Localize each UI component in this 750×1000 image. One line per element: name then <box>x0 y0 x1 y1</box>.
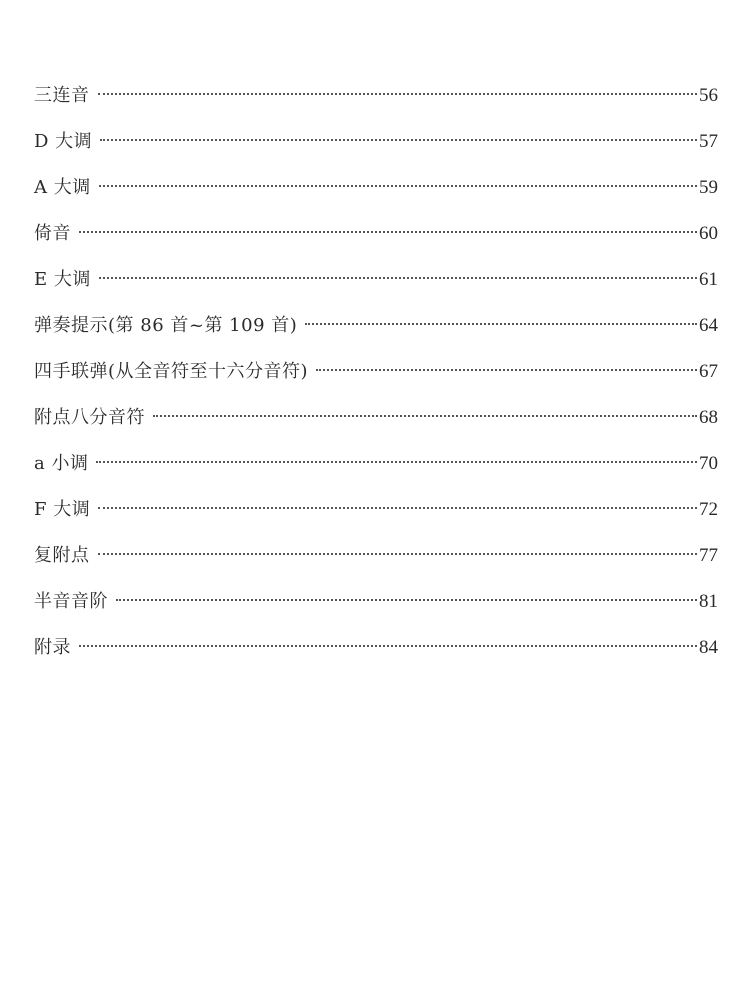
toc-entry-title: a 小调 <box>34 453 89 474</box>
toc-entry-title: 倚音 <box>34 223 71 244</box>
toc-dot-leader <box>98 93 698 95</box>
toc-entry-page: 60 <box>699 223 718 244</box>
toc-entry <box>34 128 718 174</box>
toc-entry <box>34 450 718 496</box>
toc-dot-leader <box>100 139 697 141</box>
toc-entry-title: 四手联弹(从全音符至十六分音符) <box>34 361 309 382</box>
toc-entry <box>34 82 718 128</box>
toc-entry-page: 72 <box>699 499 718 520</box>
toc-entry <box>34 358 718 404</box>
toc-entry <box>34 542 718 588</box>
toc-entry-title: 附点八分音符 <box>34 407 145 428</box>
toc-entry-page: 57 <box>699 131 718 152</box>
toc-entry-title: F 大调 <box>34 499 91 520</box>
toc-entry-title: 弹奏提示(第 86 首~第 109 首) <box>34 315 298 336</box>
toc-entry <box>34 404 718 450</box>
toc-dot-leader <box>79 645 697 647</box>
toc-entry-page: 67 <box>699 361 718 382</box>
toc-entry-page: 68 <box>699 407 718 428</box>
toc-entry-title: 复附点 <box>34 545 90 566</box>
toc-entry-page: 56 <box>699 85 718 106</box>
table-of-contents <box>34 82 718 680</box>
toc-entry-page: 61 <box>699 269 718 290</box>
toc-entry <box>34 312 718 358</box>
toc-dot-leader <box>98 507 697 509</box>
toc-entry-title: 附录 <box>34 637 71 658</box>
toc-dot-leader <box>96 461 697 463</box>
toc-dot-leader <box>116 599 697 601</box>
toc-dot-leader <box>153 415 697 417</box>
toc-entry <box>34 174 718 220</box>
toc-entry-page: 59 <box>699 177 718 198</box>
toc-dot-leader <box>316 369 697 371</box>
toc-entry-page: 70 <box>699 453 718 474</box>
toc-entry-title: 半音音阶 <box>34 591 108 612</box>
toc-entry-title: D 大调 <box>34 131 93 152</box>
toc-dot-leader <box>79 231 697 233</box>
toc-dot-leader <box>99 277 697 279</box>
toc-entry <box>34 220 718 266</box>
toc-entry <box>34 588 718 634</box>
toc-entry-page: 84 <box>699 637 718 658</box>
toc-entry <box>34 634 718 680</box>
toc-entry-title: 三连音 <box>34 85 90 106</box>
toc-entry <box>34 266 718 312</box>
toc-entry <box>34 496 718 542</box>
toc-dot-leader <box>305 323 697 325</box>
toc-entry-page: 81 <box>699 591 718 612</box>
toc-dot-leader <box>98 553 698 555</box>
toc-entry-title: E 大调 <box>34 269 91 290</box>
toc-entry-title: A 大调 <box>34 177 91 198</box>
toc-dot-leader <box>99 185 697 187</box>
toc-entry-page: 77 <box>699 545 718 566</box>
toc-entry-page: 64 <box>699 315 718 336</box>
